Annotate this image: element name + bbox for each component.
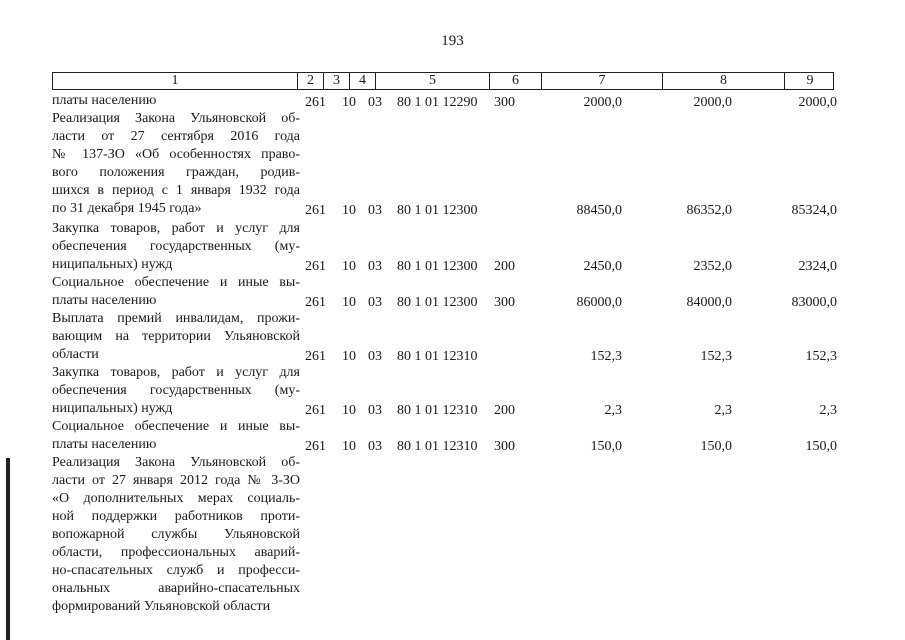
page-number: 193 — [441, 33, 464, 49]
subsection-code: 03 — [368, 295, 382, 310]
amount-col-7: 2,3 — [604, 403, 622, 418]
description-line: № 137-ЗО «Об особенностях право- — [52, 147, 300, 162]
amount-col-7: 2000,0 — [583, 95, 622, 110]
description-line: Реализация Закона Ульяновской об- — [52, 111, 300, 126]
description-line: ниципальных) нужд — [52, 257, 173, 272]
target-article-code: 80 1 01 12310 — [397, 439, 478, 454]
row-description — [52, 92, 300, 110]
scan-margin-mark — [6, 458, 10, 640]
amount-col-9: 152,3 — [805, 349, 837, 364]
amount-col-7: 88450,0 — [576, 203, 622, 218]
section-code: 10 — [342, 259, 356, 274]
subsection-code: 03 — [368, 439, 382, 454]
description-line: Закупка товаров, работ и услуг для — [52, 365, 300, 380]
amount-col-8: 2352,0 — [693, 259, 732, 274]
amount-col-8: 152,3 — [700, 349, 732, 364]
header-cell-6: 6 — [490, 73, 542, 89]
expense-type-code: 300 — [494, 295, 515, 310]
table-header — [52, 72, 834, 90]
description-line: формирований Ульяновской области — [52, 599, 271, 614]
row-description — [52, 418, 300, 454]
amount-col-8: 150,0 — [700, 439, 732, 454]
subsection-code: 03 — [368, 259, 382, 274]
row-description — [52, 110, 300, 218]
target-article-code: 80 1 01 12290 — [397, 95, 478, 110]
row-description — [52, 364, 300, 418]
description-line: вающим на территории Ульяновской — [52, 329, 300, 344]
description-line: вого положения граждан, родив- — [52, 165, 300, 180]
description-line: ниципальных) нужд — [52, 401, 173, 416]
amount-col-9: 2000,0 — [798, 95, 837, 110]
header-cell-4: 4 — [350, 73, 376, 89]
description-line: ональных аварийно-спасательных — [52, 581, 300, 596]
admin-code: 261 — [305, 95, 326, 110]
section-code: 10 — [342, 349, 356, 364]
description-line: Закупка товаров, работ и услуг для — [52, 221, 300, 236]
description-line: по 31 декабря 1945 года» — [52, 201, 202, 216]
description-line: шихся в период с 1 января 1932 года — [52, 183, 300, 198]
description-line: ласти от 27 сентября 2016 года — [52, 129, 300, 144]
row-description — [52, 310, 300, 364]
admin-code: 261 — [305, 439, 326, 454]
header-cell-5: 5 — [376, 73, 490, 89]
description-line: «О дополнительных мерах социаль- — [52, 491, 300, 506]
description-line: вопожарной службы Ульяновской — [52, 527, 300, 542]
target-article-code: 80 1 01 12310 — [397, 403, 478, 418]
subsection-code: 03 — [368, 95, 382, 110]
subsection-code: 03 — [368, 349, 382, 364]
description-line: платы населению — [52, 93, 157, 108]
description-line: обеспечения государственных (му- — [52, 383, 300, 398]
amount-col-7: 150,0 — [590, 439, 622, 454]
header-cell-8: 8 — [663, 73, 785, 89]
header-cell-2: 2 — [298, 73, 324, 89]
row-description — [52, 454, 300, 616]
admin-code: 261 — [305, 295, 326, 310]
description-line: Социальное обеспечение и иные вы- — [52, 275, 300, 290]
description-line: Реализация Закона Ульяновской об- — [52, 455, 300, 470]
amount-col-8: 2,3 — [714, 403, 732, 418]
expense-type-code: 300 — [494, 439, 515, 454]
description-line: Социальное обеспечение и иные вы- — [52, 419, 300, 434]
amount-col-7: 152,3 — [590, 349, 622, 364]
amount-col-8: 2000,0 — [693, 95, 732, 110]
amount-col-9: 150,0 — [805, 439, 837, 454]
section-code: 10 — [342, 203, 356, 218]
target-article-code: 80 1 01 12300 — [397, 203, 478, 218]
description-line: платы населению — [52, 437, 157, 452]
amount-col-7: 2450,0 — [583, 259, 622, 274]
amount-col-8: 84000,0 — [686, 295, 732, 310]
expense-type-code: 200 — [494, 403, 515, 418]
header-cell-9: 9 — [806, 73, 814, 88]
amount-col-8: 86352,0 — [686, 203, 732, 218]
target-article-code: 80 1 01 12310 — [397, 349, 478, 364]
header-cell-1: 1 — [53, 73, 298, 89]
expense-type-code: 300 — [494, 95, 515, 110]
amount-col-7: 86000,0 — [576, 295, 622, 310]
amount-col-9: 83000,0 — [791, 295, 837, 310]
amount-col-9: 2324,0 — [798, 259, 837, 274]
section-code: 10 — [342, 295, 356, 310]
description-line: обеспечения государственных (му- — [52, 239, 300, 254]
description-line: ной поддержки работников проти- — [52, 509, 300, 524]
header-cell-3: 3 — [324, 73, 350, 89]
section-code: 10 — [342, 439, 356, 454]
description-line: но-спасательных служб и професси- — [52, 563, 300, 578]
subsection-code: 03 — [368, 403, 382, 418]
header-cell-7: 7 — [542, 73, 663, 89]
row-description — [52, 220, 300, 274]
description-line: платы населению — [52, 293, 157, 308]
row-description — [52, 274, 300, 310]
section-code: 10 — [342, 95, 356, 110]
description-line: Выплата премий инвалидам, прожи- — [52, 311, 300, 326]
subsection-code: 03 — [368, 203, 382, 218]
description-line: области, профессиональных аварий- — [52, 545, 300, 560]
description-line: ласти от 27 января 2012 года № 3-ЗО — [52, 473, 300, 488]
description-line: области — [52, 347, 99, 362]
amount-col-9: 2,3 — [819, 403, 837, 418]
admin-code: 261 — [305, 259, 326, 274]
admin-code: 261 — [305, 403, 326, 418]
expense-type-code: 200 — [494, 259, 515, 274]
amount-col-9: 85324,0 — [791, 203, 837, 218]
target-article-code: 80 1 01 12300 — [397, 295, 478, 310]
target-article-code: 80 1 01 12300 — [397, 259, 478, 274]
section-code: 10 — [342, 403, 356, 418]
admin-code: 261 — [305, 203, 326, 218]
admin-code: 261 — [305, 349, 326, 364]
